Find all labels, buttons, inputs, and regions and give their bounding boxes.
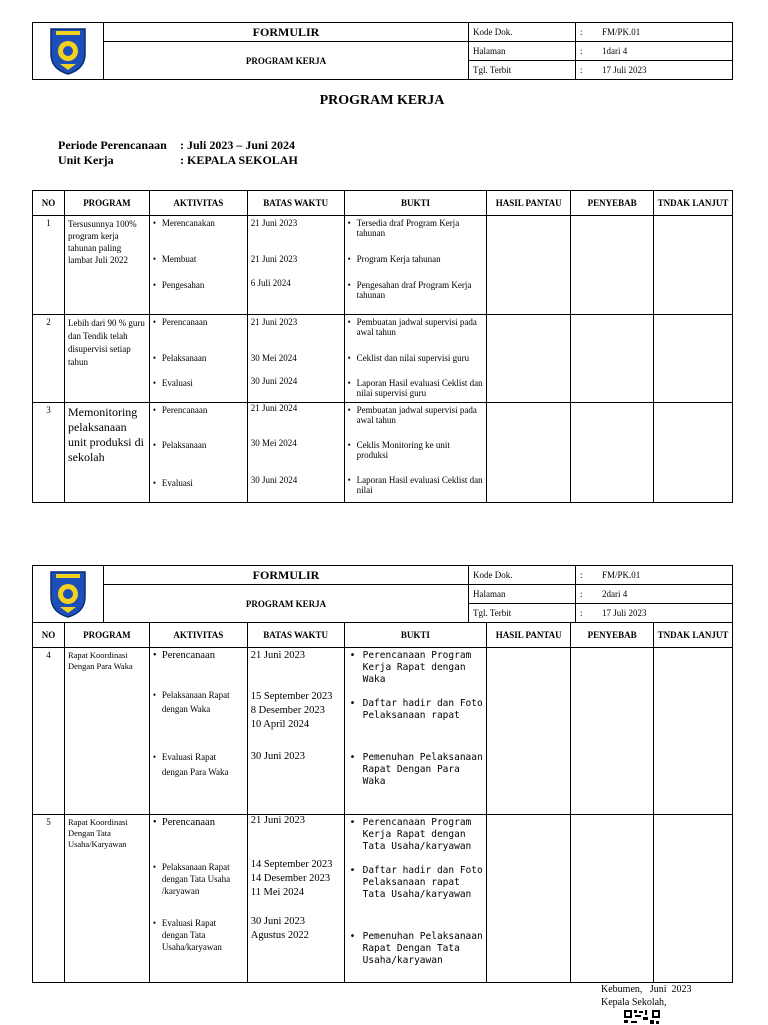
table-header-row (33, 191, 733, 216)
separator: : (576, 585, 599, 604)
deadline-item: 21 Juni 2023 (250, 815, 306, 826)
evidence-item: • Perencanaan Program Kerja Rapat dengan Waka (350, 650, 484, 686)
activity-item: • Membuat (153, 254, 247, 264)
activity-cell (149, 216, 247, 315)
column-header: HASIL PANTAU (487, 623, 571, 648)
kode-dok-label: Kode Dok. (469, 566, 576, 585)
penyebab-cell (571, 315, 654, 403)
activity-item: • Merencanakan (153, 218, 247, 228)
halaman-value: 2dari 4 (598, 585, 733, 604)
row-number: 2 (33, 315, 65, 403)
halaman-label: Halaman (469, 42, 576, 61)
activity-item: • Perencanaan (153, 817, 247, 828)
activity-item: • Evaluasi Rapat dengan Para Waka (153, 750, 243, 780)
kode-dok-label: Kode Dok. (469, 23, 576, 42)
kode-dok-value: FM/PK.01 (598, 566, 733, 585)
evidence-item: • Perencanaan Program Kerja Rapat dengan Tata Usaha/karyawan (350, 817, 484, 853)
program-cell: Tersusunnya 100% program kerja tahunan paling lambat Juli 2022 (64, 216, 149, 315)
kode-dok-value: FM/PK.01 (598, 23, 733, 42)
form-title: FORMULIR (104, 23, 469, 42)
periode-label: Periode Perencanaan (58, 138, 167, 152)
deadline-item: 21 Juni 2023 (250, 218, 298, 228)
unit-label: Unit Kerja (58, 153, 114, 167)
tgl-terbit-label: Tgl. Terbit (469, 61, 576, 80)
separator: : (576, 42, 599, 61)
column-header: TNDAK LANJUT (654, 623, 733, 648)
penyebab-cell (571, 648, 654, 815)
form-title: FORMULIR (104, 566, 469, 585)
evidence-cell (344, 315, 487, 403)
logo-cell (33, 566, 104, 623)
evidence-item: • Program Kerja tahunan (348, 254, 484, 264)
tindak-lanjut-cell (654, 815, 733, 983)
evidence-item: • Ceklis Monitoring ke unit produksi (348, 440, 484, 460)
hasil-pantau-cell (487, 648, 571, 815)
hasil-pantau-cell (487, 315, 571, 403)
form-subtitle: PROGRAM KERJA (104, 42, 469, 80)
tindak-lanjut-cell (654, 315, 733, 403)
evidence-item: • Pembuatan jadwal supervisi pada awal tahun (348, 317, 484, 337)
table-row (33, 648, 733, 815)
separator: : (576, 23, 599, 42)
deadline-item: 21 Juni 2023 (250, 650, 306, 661)
activity-cell (149, 815, 247, 983)
tgl-terbit-value: 17 Juli 2023 (598, 604, 733, 623)
penyebab-cell (571, 403, 654, 503)
form-subtitle: PROGRAM KERJA (104, 585, 469, 623)
activity-item: • Perencanaan (153, 317, 247, 327)
deadline-item: 30 Mei 2024 (250, 438, 297, 448)
evidence-cell (344, 403, 487, 503)
table-row (33, 315, 733, 403)
table-row (33, 403, 733, 503)
evidence-cell (344, 815, 487, 983)
evidence-cell (344, 648, 487, 815)
deadline-item: 15 September 2023 8 Desember 2023 10 April 2024 (250, 691, 333, 730)
column-header: PENYEBAB (571, 623, 654, 648)
deadline-item: 30 Juni 2023 Agustus 2022 (250, 916, 309, 941)
row-number: 1 (33, 216, 65, 315)
deadline-item: 21 Juni 2023 (250, 317, 298, 327)
separator: : (576, 604, 599, 623)
evidence-item: • Ceklist dan nilai supervisi guru (348, 353, 484, 363)
deadline-cell (247, 403, 344, 503)
row-number: 4 (33, 648, 65, 815)
hasil-pantau-cell (487, 403, 571, 503)
activity-item: • Perencanaan (153, 405, 247, 415)
table-header-row (33, 623, 733, 648)
column-header: NO (33, 623, 65, 648)
deadline-cell (247, 216, 344, 315)
row-number: 5 (33, 815, 65, 983)
separator: : (576, 566, 599, 585)
column-header: AKTIVITAS (149, 623, 247, 648)
deadline-cell (247, 815, 344, 983)
activity-item: • Perencanaan (153, 650, 247, 661)
activity-item: • Evaluasi Rapat dengan Tata Usaha/karyawan (153, 917, 243, 953)
deadline-item: 30 Juni 2023 (250, 751, 306, 762)
evidence-item: • Pembuatan jadwal supervisi pada awal tahun (348, 405, 484, 425)
activity-item: • Evaluasi (153, 478, 247, 488)
evidence-item: • Pemenuhan Pelaksanaan Rapat Dengan Para Waka (350, 752, 484, 788)
evidence-item: • Laporan Hasil evaluasi Ceklist dan nilai (348, 475, 484, 495)
tindak-lanjut-cell (654, 648, 733, 815)
program-cell: Lebih dari 90 % guru dan Tendik telah disupervisi setiap tahun (64, 315, 149, 403)
tgl-terbit-value: 17 Juli 2023 (598, 61, 733, 80)
program-cell: Rapat Koordinasi Dengan Tata Usaha/Karyawan (64, 815, 149, 983)
column-header: BATAS WAKTU (247, 191, 344, 216)
unit-value: : KEPALA SEKOLAH (180, 153, 298, 167)
column-header: PENYEBAB (571, 191, 654, 216)
row-number: 3 (33, 403, 65, 503)
deadline-item: 30 Juni 2024 (250, 376, 298, 386)
deadline-item: 21 Juni 2024 (250, 403, 298, 413)
activity-cell (149, 648, 247, 815)
program-cell: Rapat Koordinasi Dengan Para Waka (64, 648, 149, 815)
activity-item: • Pelaksanaan Rapat dengan Waka (153, 688, 243, 716)
evidence-item: • Pemenuhan Pelaksanaan Rapat Dengan Tata Usaha/karyawan (350, 931, 484, 967)
deadline-cell (247, 315, 344, 403)
column-header: PROGRAM (64, 623, 149, 648)
column-header: TNDAK LANJUT (654, 191, 733, 216)
activity-cell (149, 315, 247, 403)
activity-item: • Pelaksanaan (153, 353, 247, 363)
evidence-item: • Daftar hadir dan Foto Pelaksanaan rapat Tata Usaha/karyawan (350, 865, 484, 901)
tindak-lanjut-cell (654, 216, 733, 315)
penyebab-cell (571, 216, 654, 315)
form-header-page-2 (32, 565, 733, 623)
column-header: AKTIVITAS (149, 191, 247, 216)
tindak-lanjut-cell (654, 403, 733, 503)
penyebab-cell (571, 815, 654, 983)
hasil-pantau-cell (487, 216, 571, 315)
program-table-page-2 (32, 622, 733, 983)
column-header: PROGRAM (64, 191, 149, 216)
column-header: BATAS WAKTU (247, 623, 344, 648)
form-header-page-1 (32, 22, 733, 80)
document-title: PROGRAM KERJA (319, 93, 445, 108)
separator: : (576, 61, 599, 80)
evidence-item: • Pengesahan draf Program Kerja tahunan (348, 280, 484, 300)
deadline-item: 30 Mei 2024 (250, 353, 297, 363)
signature-block (601, 983, 692, 1025)
deadline-item: 30 Juni 2024 (250, 475, 298, 485)
evidence-item: • Tersedia draf Program Kerja tahunan (348, 218, 484, 238)
activity-item: • Pelaksanaan (153, 440, 247, 450)
evidence-cell (344, 216, 487, 315)
activity-item: • Evaluasi (153, 378, 247, 388)
school-shield-logo-icon (48, 567, 88, 619)
column-header: BUKTI (344, 623, 487, 648)
school-shield-logo-icon (48, 24, 88, 76)
column-header: NO (33, 191, 65, 216)
activity-item: • Pelaksanaan Rapat dengan Tata Usaha /karyawan (153, 861, 243, 897)
table-row (33, 815, 733, 983)
activity-cell (149, 403, 247, 503)
halaman-value: 1dari 4 (598, 42, 733, 61)
tgl-terbit-label: Tgl. Terbit (469, 604, 576, 623)
signature-place-date: Kebumen, Juni 2023 (601, 984, 692, 995)
program-cell: Memonitoring pelaksanaan unit produksi di sekolah (64, 403, 149, 503)
halaman-label: Halaman (469, 585, 576, 604)
period-block (58, 138, 298, 168)
hasil-pantau-cell (487, 815, 571, 983)
deadline-item: 21 Juni 2023 (250, 254, 298, 264)
evidence-item: • Laporan Hasil evaluasi Ceklist dan nilai supervisi guru (348, 378, 484, 398)
qr-code-icon (623, 1009, 661, 1025)
logo-cell (33, 23, 104, 80)
deadline-item: 14 September 2023 14 Desember 2023 11 Mei 2024 (250, 859, 333, 898)
signature-role: Kepala Sekolah, (601, 997, 667, 1008)
table-row (33, 216, 733, 315)
column-header: HASIL PANTAU (487, 191, 571, 216)
evidence-item: • Daftar hadir dan Foto Pelaksanaan rapat (350, 698, 484, 722)
deadline-item: 6 Juli 2024 (250, 278, 291, 288)
periode-value: : Juli 2023 – Juni 2024 (180, 138, 296, 152)
column-header: BUKTI (344, 191, 487, 216)
activity-item: • Pengesahan (153, 280, 247, 290)
deadline-cell (247, 648, 344, 815)
program-table-page-1 (32, 190, 733, 503)
